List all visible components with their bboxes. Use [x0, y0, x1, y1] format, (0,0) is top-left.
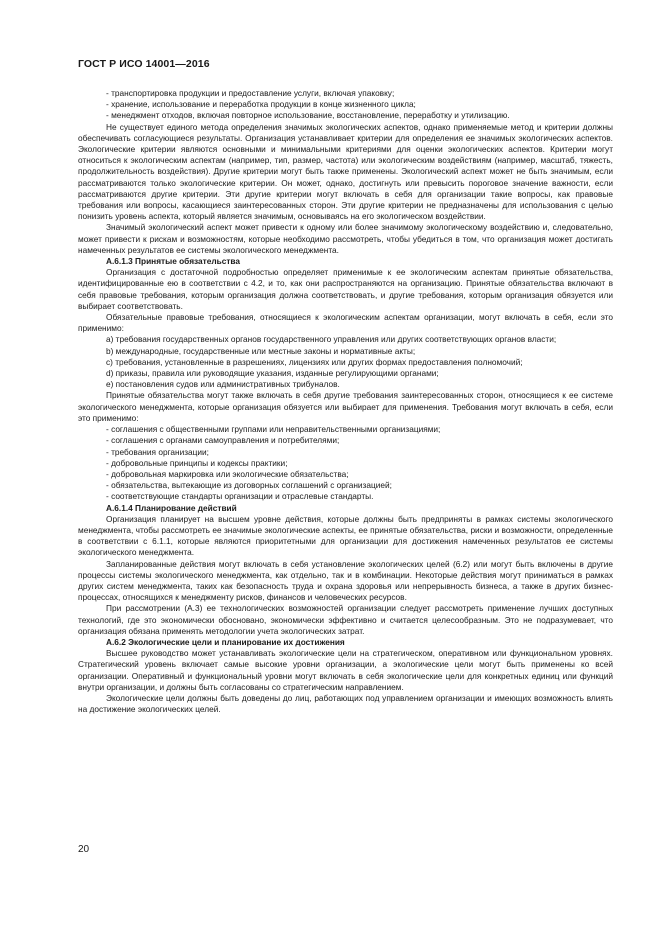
- paragraph: Принятые обязательства могут также включать в себя другие требования заинтересованных сторон, относящиеся к ее системе экологического менеджмента, которые организация обязуется или выбирает для применения. Требования могут включать в себя, если это применимо:: [78, 390, 613, 423]
- section-heading: А.6.2 Экологические цели и планирование их достижения: [106, 636, 345, 647]
- paragraph: Запланированные действия могут включать в себя установление экологических целей (6.2) или могут быть включены в другие процессы системы экологического менеджмента, как отдельно, так и в комбинации. Некоторые действия могут приниматься в рамках других систем менеджмента, таких как безопасность труда и охрана здоровья или непрерывность бизнеса, а также в других бизнес-процессах, относящихся к менеджменту рисков, финансов и человеческих ресурсов.: [78, 558, 613, 603]
- paragraph: Не существует единого метода определения значимых экологических аспектов, однако применяемые метод и критерии должны обеспечивать согласующиеся результаты. Организация устанавливает критерии для определения ее значимых экологических аспектов. Экологические критерии являются основными и минимальными критериями для оценки экологических аспектов. Критерии могут относиться к экологическим аспектам (например, тип, размер, частота) или экологическим воздействиям (например, масштаб, тяжесть, продолжительность воздействия). Другие критерии могут быть также применены. Экологический аспект может не быть значимым, если рассматриваются только экологические критерии. Он может, однако, достигнуть или превысить пороговое значение важности, если рассматриваются другие критерии. Эти другие критерии могут включать в себя для организации такие вопросы, как правовые требования или вопросы, касающиеся заинтересованных сторон. Эти другие критерии не предназначены для использования с целью понизить уровень аспекта, который является значимым, основываясь на его экологическом воздействии.: [78, 121, 613, 222]
- list-item: - требования организации;: [78, 447, 613, 458]
- paragraph: Обязательные правовые требования, относящиеся к экологическим аспектам организации, могут включать в себя, если это применимо:: [78, 312, 613, 334]
- list-item: - добровольная маркировка или экологические обязательства;: [78, 469, 613, 480]
- list-item: - соглашения с общественными группами или неправительственными организациями;: [78, 424, 613, 435]
- paragraph: При рассмотрении (А.3) ее технологических возможностей организации следует рассмотреть применение лучших доступных технологий, где это экономически обосновано, экономически эффективно и считается целесообразным. Это не подразумевает, что организация обязана применять методологии учета экологических затрат.: [78, 603, 613, 636]
- paragraph: Организация планирует на высшем уровне действия, которые должны быть предприняты в рамках системы экологического менеджмента, чтобы рассмотреть ее значимые экологические аспекты, ее принятые обязательства, риски и возможности, определенные в соответствии с 6.1.1, которые являются приоритетными для организации для достижения намеченных результатов ее системы экологического менеджмента.: [78, 513, 613, 558]
- list-item: d) приказы, правила или руководящие указания, изданные регулирующими органами;: [106, 368, 439, 379]
- paragraph: Значимый экологический аспект может привести к одному или более значимому экологическому воздействию и, следовательно, может привести к рискам и возможностям, которые необходимо рассмотреть, чтобы убедиться в том, что организация может достигать намеченных результатов ее системы экологического менеджмента.: [78, 222, 613, 255]
- list-item: e) постановления судов или административных трибуналов.: [106, 379, 340, 390]
- list-item: - добровольные принципы и кодексы практики;: [78, 458, 613, 469]
- document-header: ГОСТ Р ИСО 14001—2016: [78, 58, 210, 70]
- document-body: [78, 88, 613, 715]
- paragraph: Высшее руководство может устанавливать экологические цели на стратегическом, оперативном или функциональном уровнях. Стратегический уровень включает самые высокие уровни организации, а экологические цели могут быть применены ко всей организации. Оперативный и функциональный уровни могут включать в себя экологические цели для конкретных единиц или функций внутри организации, и должны быть согласованы со стратегическим направлением.: [78, 648, 613, 692]
- section-heading: А.6.1.4 Планирование действий: [106, 502, 237, 513]
- list-item: a) требования государственных органов государственного управления или других соответствующих органов власти;: [106, 334, 557, 345]
- list-item: - транспортировка продукции и предоставление услуги, включая упаковку;: [78, 88, 613, 99]
- section-heading: А.6.1.3 Принятые обязательства: [106, 256, 240, 267]
- paragraph: Организация с достаточной подробностью определяет применимые к ее экологическим аспектам принятые обязательства, идентифицированные ею в соответствии с 4.2, и то, как они распространяются на организацию. Принятые обязательства включают в себя правовые требования, которым организация должна соответствовать, и другие требования, которым организация обязуется или выбирает соответствовать.: [78, 267, 613, 311]
- list-item: b) международные, государственные или местные законы и нормативные акты;: [106, 345, 416, 356]
- list-item: - менеджмент отходов, включая повторное использование, восстановление, переработку и утилизацию.: [78, 110, 613, 121]
- page-number: 20: [78, 844, 90, 855]
- paragraph: Экологические цели должны быть доведены до лиц, работающих под управлением организации и имеющих возможность влиять на достижение экологических целей.: [78, 692, 613, 715]
- list-item: - соответствующие стандарты организации и отраслевые стандарты.: [78, 491, 613, 502]
- list-item: - хранение, использование и переработка продукции в конце жизненного цикла;: [78, 99, 613, 110]
- list-item: c) требования, установленные в разрешениях, лицензиях или других формах предоставления полномочий;: [106, 356, 523, 367]
- list-item: - соглашения с органами самоуправления и потребителями;: [78, 435, 613, 446]
- list-item: - обязательства, вытекающие из договорных соглашений с организацией;: [78, 480, 613, 491]
